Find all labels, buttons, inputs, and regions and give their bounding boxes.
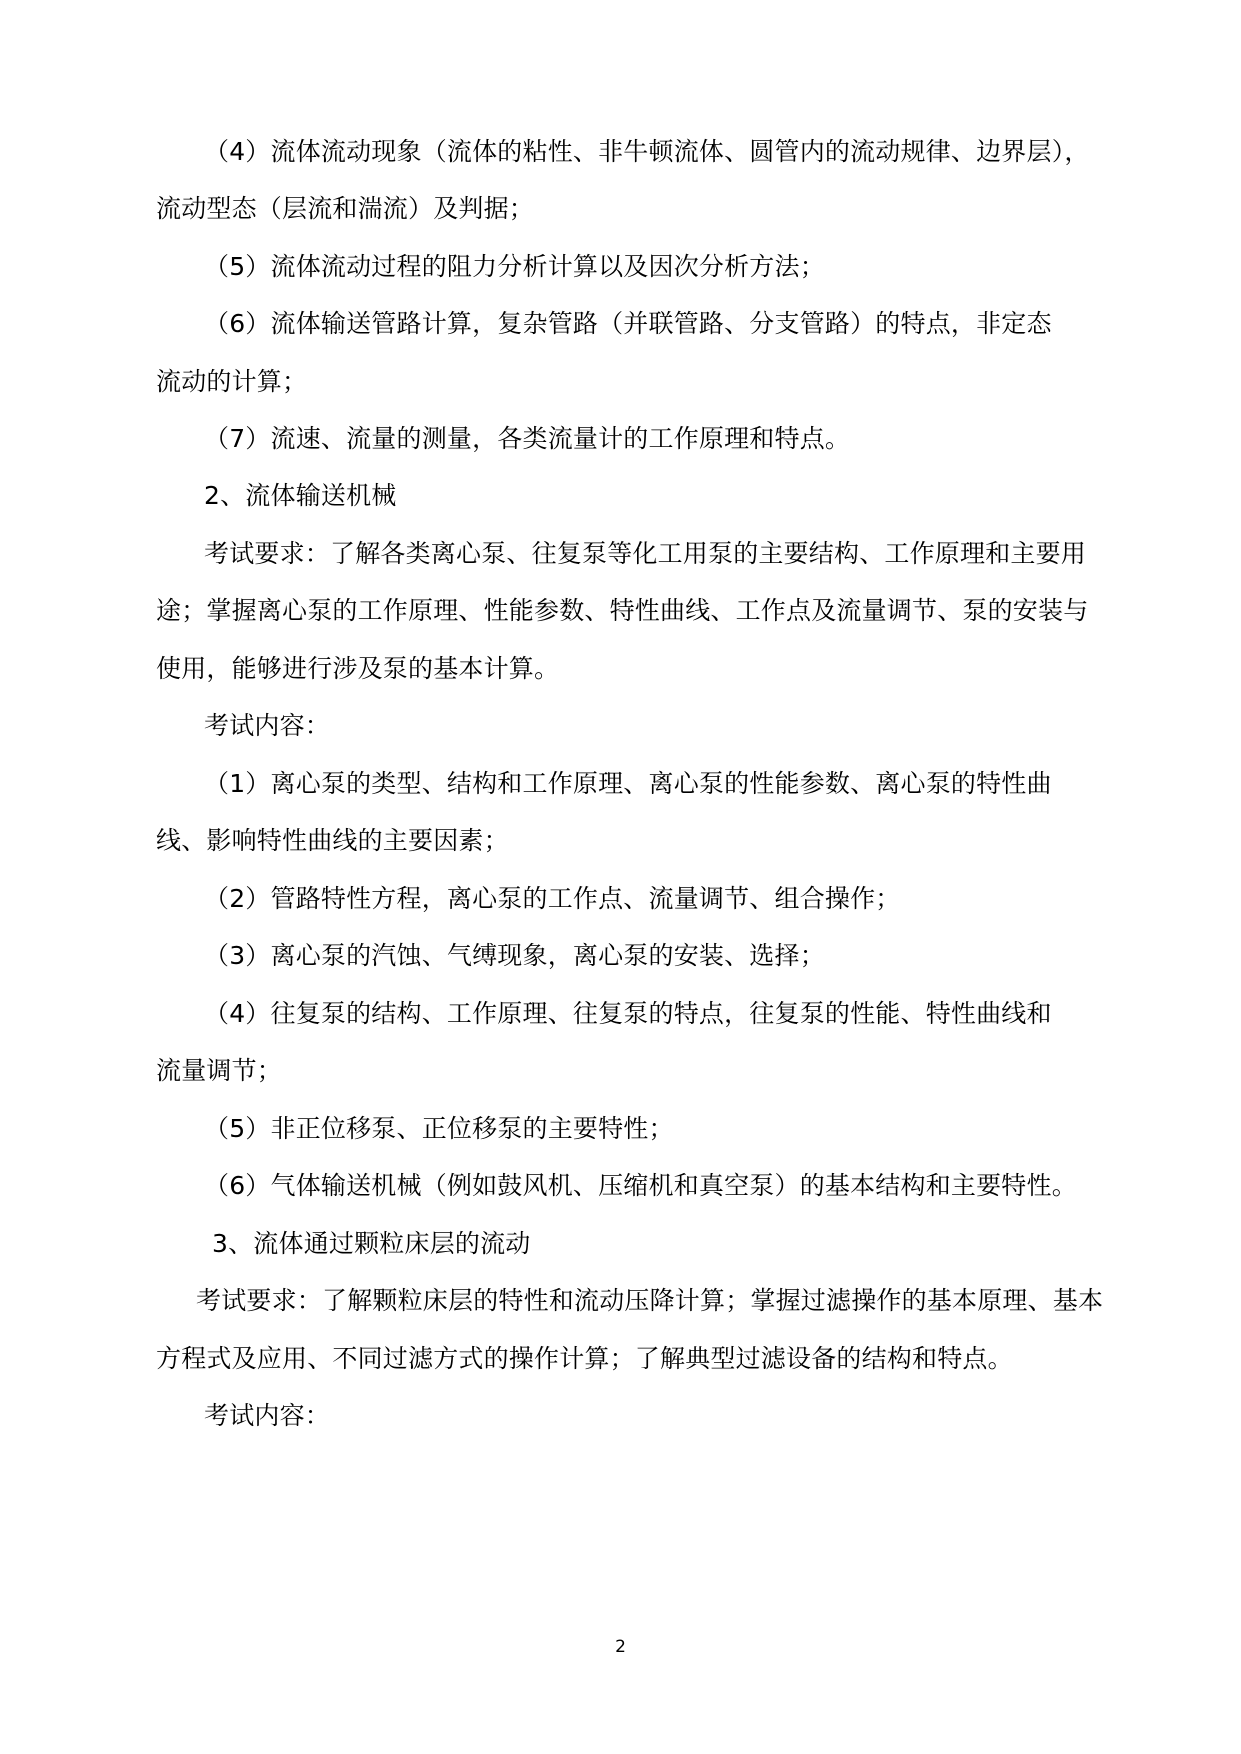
- text-line: （2）管路特性方程，离心泵的工作点、流量调节、组合操作；: [204, 884, 901, 913]
- text-line: （4）往复泵的结构、工作原理、往复泵的特点，往复泵的性能、特性曲线和: [204, 999, 1052, 1028]
- text-line: 考试要求：了解颗粒床层的特性和流动压降计算；掌握过滤操作的基本原理、基本: [196, 1286, 1104, 1315]
- text-line: 流动型态（层流和湍流）及判据；: [156, 194, 535, 223]
- text-line: 考试要求：了解各类离心泵、往复泵等化工用泵的主要结构、工作原理和主要用: [204, 539, 1087, 568]
- text-line: （1）离心泵的类型、结构和工作原理、离心泵的性能参数、离心泵的特性曲: [204, 769, 1052, 798]
- text-line: 线、影响特性曲线的主要因素；: [156, 826, 509, 855]
- text-line: （7）流速、流量的测量，各类流量计的工作原理和特点。: [204, 424, 851, 453]
- text-line: 考试内容：: [204, 1401, 331, 1430]
- text-line: （5）流体流动过程的阻力分析计算以及因次分析方法；: [204, 252, 825, 281]
- text-line: 途；掌握离心泵的工作原理、性能参数、特性曲线、工作点及流量调节、泵的安装与: [156, 596, 1089, 625]
- section-heading: 2、流体输送机械: [204, 481, 397, 510]
- text-line: （5）非正位移泵、正位移泵的主要特性；: [204, 1114, 674, 1143]
- page-number: 2: [615, 1637, 626, 1657]
- text-line: （6）流体输送管路计算，复杂管路（并联管路、分支管路）的特点，非定态: [204, 309, 1052, 338]
- text-line: 考试内容：: [204, 711, 331, 740]
- text-line: 流量调节；: [156, 1056, 283, 1085]
- text-line: （3）离心泵的汽蚀、气缚现象，离心泵的安装、选择；: [204, 941, 825, 970]
- section-heading: 3、流体通过颗粒床层的流动: [212, 1229, 531, 1258]
- text-line: 方程式及应用、不同过滤方式的操作计算；了解典型过滤设备的结构和特点。: [156, 1344, 1013, 1373]
- text-line: （6）气体输送机械（例如鼓风机、压缩机和真空泵）的基本结构和主要特性。: [204, 1171, 1077, 1200]
- text-line: 使用，能够进行涉及泵的基本计算。: [156, 654, 560, 683]
- text-line: （4）流体流动现象（流体的粘性、非牛顿流体、圆管内的流动规律、边界层），: [204, 137, 1090, 166]
- text-line: 流动的计算；: [156, 367, 308, 396]
